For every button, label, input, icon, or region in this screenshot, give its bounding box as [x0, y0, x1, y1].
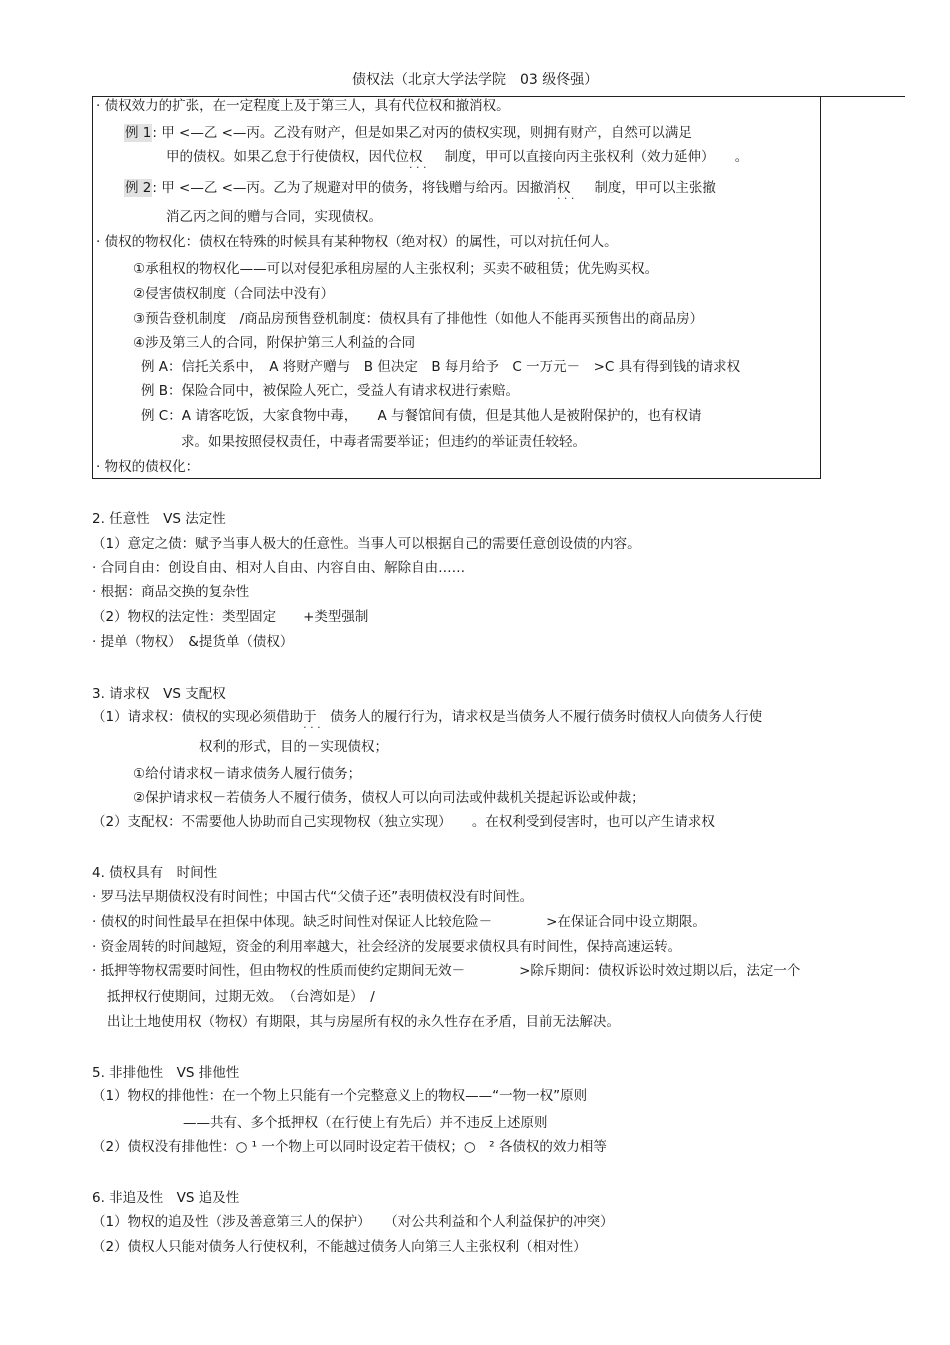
example-a: 例 A：信托关系中， A 将财产赠与 B 但决定 B 每月给予 C 一万元－ >C 具有得到钱的请求权 — [141, 359, 741, 375]
section-3-p3: ②保护请求权－若债务人不履行债务，债权人可以向司法或仲裁机关提起诉讼或仲裁； — [133, 790, 645, 806]
section-3-p2: ①给付请求权－请求债务人履行债务； — [133, 766, 362, 782]
example-2-tag: 例 2 — [125, 180, 152, 196]
section-2-p4: （2）物权的法定性：类型固定 +类型强制 — [92, 609, 369, 625]
example-2: 例 2: 甲 <—乙 <—丙。乙为了规避对甲的债务，将钱赠与给丙。因撤消权 · · · 制度，甲可以主张撤 — [124, 182, 716, 196]
example-1-cont: 甲的债权。如果乙怠于行使债权，因代位权 · · · 制度，甲可以直接向丙主张权利（效力延伸） 。 — [166, 151, 748, 165]
section-4-p3: · 资金周转的时间越短，资金的利用率越大，社会经济的发展要求债权具有时间性，保持高速运转。 — [92, 939, 682, 955]
section-4-p2: · 债权的时间性最早在担保中体现。缺乏时间性对保证人比较危险－ >在保证合同中设立期限。 — [92, 914, 706, 930]
section-4-p4-cont: 抵押权行使期间，过期无效。 （台湾如是） / — [107, 989, 375, 1005]
example-1-text: : 甲 <—乙 <—丙。乙没有财产，但是如果乙对丙的债权实现，则拥有财产，自然可以满足 — [152, 125, 692, 141]
circled-item-3: ③预告登机制度 /商品房预售登机制度：债权具有了排他性（如他人不能再买预售出的商品房） — [133, 311, 704, 327]
section-2-title: 2. 任意性 VS 法定性 — [92, 511, 226, 527]
section-2-p5: · 提单（物权） &提货单（债权） — [92, 634, 294, 650]
section-6-title: 6. 非追及性 VS 追及性 — [92, 1190, 240, 1206]
section-5-p1: （1）物权的排他性：在一个物上只能有一个完整意义上的物权——“一物一权”原则 — [92, 1088, 588, 1104]
emphasis-dots: 权 · · · — [557, 182, 571, 196]
emphasis-dots: 于 · · · — [303, 711, 317, 725]
section-3-title: 3. 请求权 VS 支配权 — [92, 686, 226, 702]
section-2-p2: · 合同自由：创设自由、相对人自由、内容自由、解除自由…… — [92, 560, 466, 576]
section-4-p1: · 罗马法早期债权没有时间性；中国古代“父债子还”表明债权没有时间性。 — [92, 889, 534, 905]
example-c: 例 C：A 请客吃饭，大家食物中毒， A 与餐馆间有债，但是其他人是被附保护的，也有权请 — [141, 408, 702, 424]
section-3-p1-cont: 权利的形式，目的－实现债权； — [199, 739, 388, 755]
section-6-p2: （2）债权人只能对债务人行使权利，不能越过债务人向第三人主张权利（相对性） — [92, 1239, 587, 1255]
example-b: 例 B：保险合同中，被保险人死亡，受益人有请求权进行索赔。 — [141, 383, 520, 399]
box-line-1: · 债权效力的扩张，在一定程度上及于第三人，具有代位权和撤消权。 — [96, 98, 510, 114]
section-5-p3: （2）债权没有排他性：○ ¹ 一个物上可以同时设定若干债权；○ ² 各债权的效力相等 — [92, 1139, 607, 1155]
section-6-p1: （1）物权的追及性（涉及善意第三人的保护） （对公共利益和个人利益保护的冲突） — [92, 1214, 614, 1230]
example-1 — [124, 127, 692, 141]
section-3-p4: （2）支配权：不需要他人协助而自己实现物权（独立实现） 。在权利受到侵害时，也可以产生请求权 — [92, 814, 715, 830]
section-2-p3: · 根据：商品交换的复杂性 — [92, 584, 250, 600]
circled-item-2: ②侵害债权制度（合同法中没有） — [133, 286, 335, 302]
box-line-3: · 物权的债权化： — [96, 459, 200, 475]
section-5-p2: ——共有、多个抵押权（在行使上有先后）并不违反上述原则 — [183, 1115, 548, 1131]
section-3-p1: （1）请求权：债权的实现必须借助于 · · · 债务人的履行行为，请求权是当债务人不履行债务时债权人向债务人行使 — [92, 711, 762, 725]
section-4-p4-cont-2: 出让土地使用权（物权）有期限，其与房屋所有权的永久性存在矛盾，目前无法解决。 — [107, 1014, 620, 1030]
emphasis-dots: 权 · · · — [409, 151, 423, 165]
section-4-title: 4. 债权具有 时间性 — [92, 865, 218, 881]
example-1-tag: 例 1 — [125, 125, 152, 141]
box-line-2: · 债权的物权化：债权在特殊的时候具有某种物权（绝对权）的属性，可以对抗任何人。 — [96, 234, 618, 250]
page-title: 债权法（北京大学法学院 03 级佟强） — [352, 72, 599, 88]
example-c-cont: 求。如果按照侵权责任，中毒者需要举证；但违约的举证责任较轻。 — [181, 434, 586, 450]
section-5-title: 5. 非排他性 VS 排他性 — [92, 1065, 240, 1081]
section-4-p4: · 抵押等物权需要时间性，但由物权的性质而使约定期间无效－ >除斥期间：债权诉讼时效过期以后，法定一个 — [92, 963, 801, 979]
section-2-p1: （1）意定之债：赋予当事人极大的任意性。当事人可以根据自己的需要任意创设债的内容。 — [92, 536, 641, 552]
example-2-cont: 消乙丙之间的赠与合同，实现债权。 — [166, 209, 382, 225]
circled-item-4: ④涉及第三人的合同，附保护第三人利益的合同 — [133, 335, 416, 351]
circled-item-1: ①承租权的物权化——可以对侵犯承租房屋的人主张权利；买卖不破租赁；优先购买权。 — [133, 261, 659, 277]
